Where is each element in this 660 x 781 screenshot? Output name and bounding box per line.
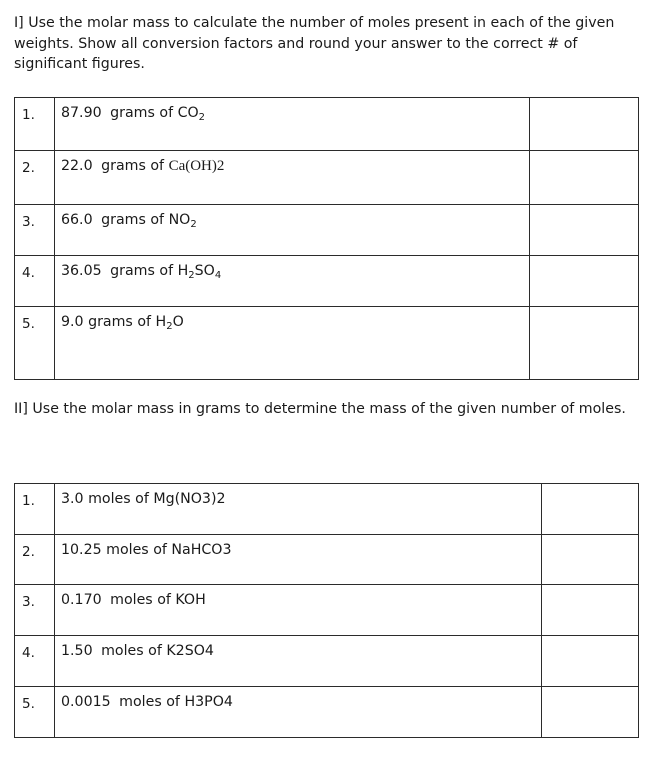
problem-text: 10.25 moles of NaHCO3 (55, 535, 542, 585)
problem-number: 1. (15, 98, 55, 151)
answer-cell[interactable] (542, 585, 639, 636)
answer-cell[interactable] (530, 256, 639, 307)
answer-cell[interactable] (530, 307, 639, 380)
table-row (15, 98, 639, 151)
table-row (15, 535, 639, 585)
answer-cell[interactable] (530, 151, 639, 205)
section-1-instructions: I] Use the molar mass to calculate the number of moles present in each of the given weights. Show all conversion factors and round your answer to the correct # of significant figures. (14, 15, 615, 72)
problem-text: 3.0 moles of Mg(NO3)2 (55, 484, 542, 535)
table-row (15, 687, 639, 738)
table-row (15, 636, 639, 687)
table-row (15, 151, 639, 205)
table-row (15, 307, 639, 380)
problem-text: 36.05 grams of $H_2SO_4$ (55, 256, 530, 307)
problem-text: 87.90 grams of $CO_2$ (55, 98, 530, 151)
answer-cell[interactable] (530, 98, 639, 151)
answer-cell[interactable] (530, 205, 639, 256)
answer-cell[interactable] (542, 535, 639, 585)
problem-number: 5. (15, 307, 55, 380)
problem-number: 4. (15, 256, 55, 307)
problem-number: 2. (15, 535, 55, 585)
mass-worksheet-table (14, 483, 639, 738)
problem-number: 3. (15, 205, 55, 256)
problem-number: 4. (15, 636, 55, 687)
problem-text: 66.0 grams of $NO_2$ (55, 205, 530, 256)
table-row (15, 484, 639, 535)
problem-text: 9.0 grams of $H_2O$ (55, 307, 530, 380)
problem-text: 0.170 moles of KOH (55, 585, 542, 636)
problem-number: 5. (15, 687, 55, 738)
problem-text: 1.50 moles of K2SO4 (55, 636, 542, 687)
problem-text: 22.0 grams of Ca(OH)2 (55, 151, 530, 205)
section-2-instructions: II] Use the molar mass in grams to determine the mass of the given number of moles. (14, 401, 626, 417)
problem-number: 1. (15, 484, 55, 535)
table-row (15, 256, 639, 307)
answer-cell[interactable] (542, 687, 639, 738)
moles-worksheet-table (14, 97, 639, 380)
problem-number: 2. (15, 151, 55, 205)
answer-cell[interactable] (542, 636, 639, 687)
table-row (15, 205, 639, 256)
table-row (15, 585, 639, 636)
problem-text: 0.0015 moles of H3PO4 (55, 687, 542, 738)
problem-number: 3. (15, 585, 55, 636)
answer-cell[interactable] (542, 484, 639, 535)
